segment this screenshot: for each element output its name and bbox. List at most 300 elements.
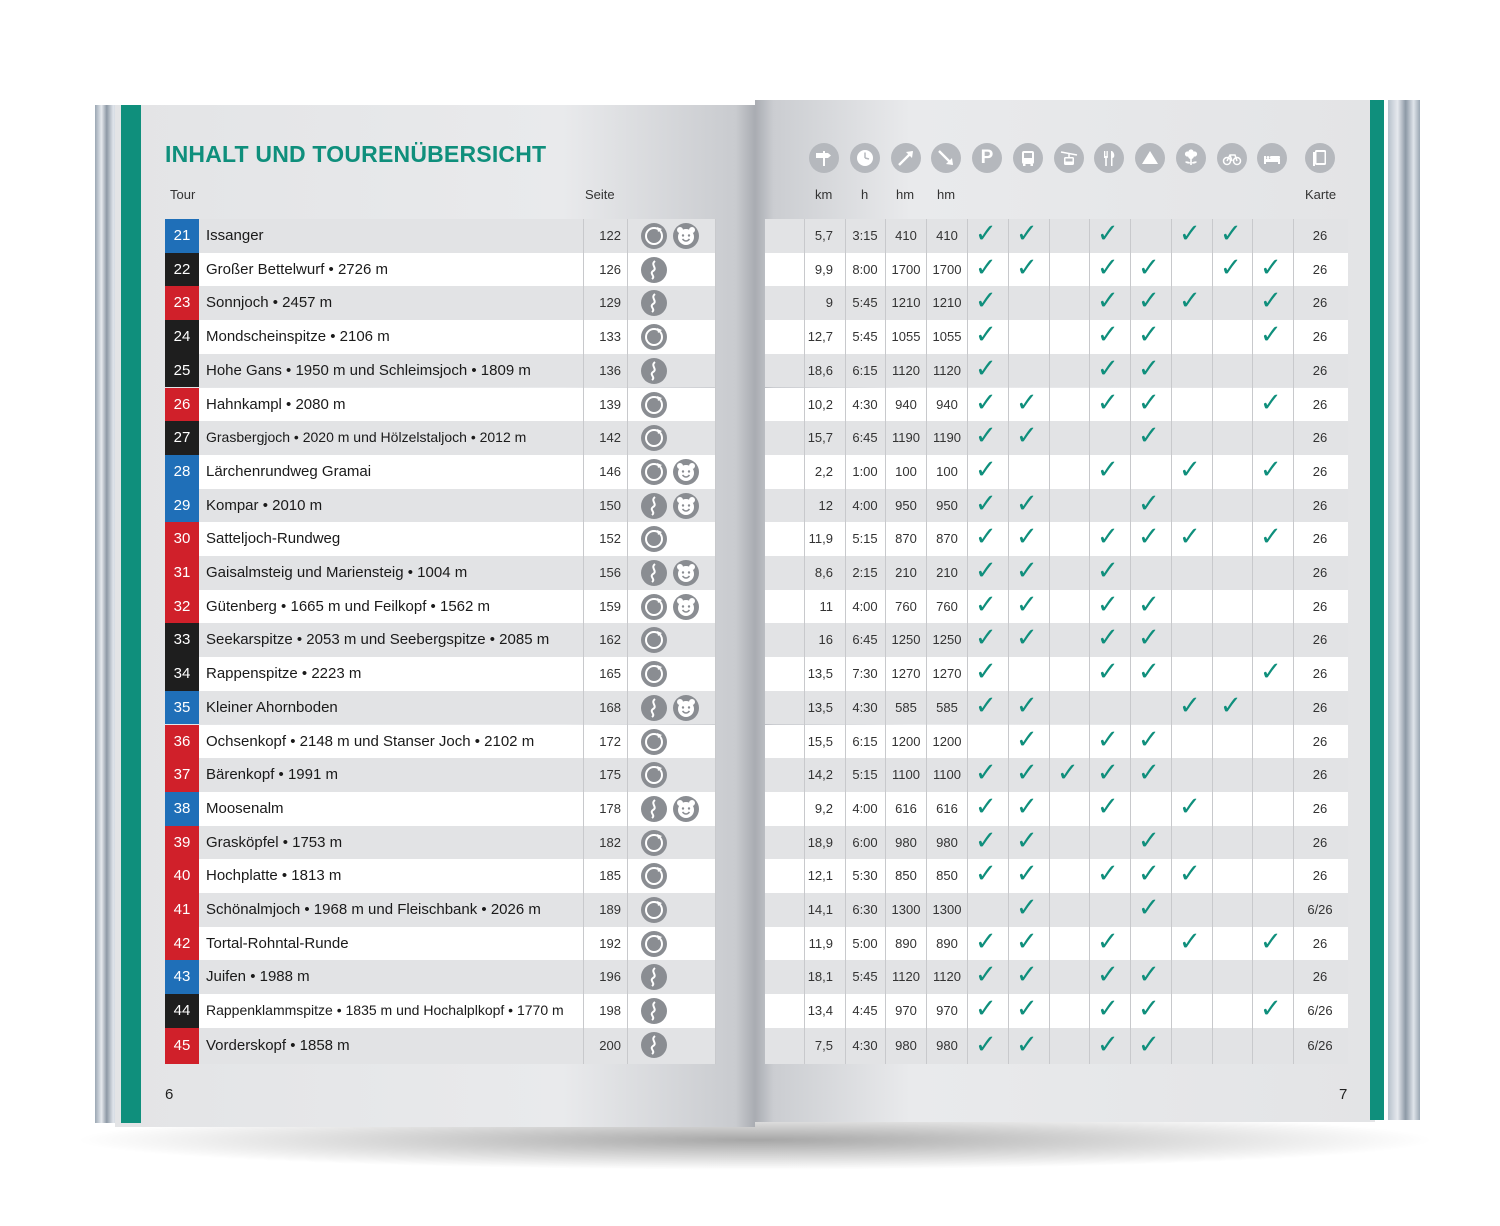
tour-km: 11,9: [808, 531, 833, 547]
tour-hours: 5:30: [852, 868, 878, 884]
tour-descent: 1210: [932, 295, 962, 311]
tour-number: 22: [165, 253, 199, 287]
tour-name: Grasköpfel • 1753 m: [206, 833, 343, 851]
tour-number: 31: [165, 556, 199, 590]
header-km: km: [815, 187, 833, 202]
descent-icon: [931, 143, 961, 173]
tour-karte: 26: [1312, 800, 1328, 816]
green-margin-left: [121, 105, 141, 1123]
tour-name: Hohe Gans • 1950 m und Schleimsjoch • 1809 m: [206, 361, 531, 379]
flower-icon: [1176, 143, 1206, 173]
tour-karte: 26: [1312, 362, 1328, 378]
tour-name: Hahnkampl • 2080 m: [206, 395, 346, 413]
check-icon: ✓: [1097, 623, 1119, 654]
check-icon: ✓: [1016, 488, 1038, 519]
route-path-icon: [641, 964, 667, 990]
kids-icon: [673, 560, 699, 586]
check-icon: ✓: [1016, 926, 1038, 957]
tour-ascent: 1700: [891, 261, 921, 277]
grid-line: [1089, 219, 1090, 1064]
tour-km: 8,6: [814, 565, 833, 580]
tour-number: 43: [165, 960, 199, 994]
tour-km: 12: [818, 497, 833, 513]
tour-descent: 585: [936, 699, 958, 715]
tour-ascent: 410: [895, 228, 917, 243]
tour-name: Satteljoch-Rundweg: [206, 530, 341, 548]
check-icon: ✓: [1097, 589, 1119, 620]
grid-line: [1008, 219, 1009, 1064]
check-icon: ✓: [1138, 1029, 1160, 1060]
check-icon: ✓: [1097, 758, 1119, 789]
check-icon: ✓: [1016, 1029, 1038, 1060]
kids-icon: [673, 796, 699, 822]
loop-route-icon: [641, 627, 667, 653]
tour-ascent: 1210: [891, 295, 921, 311]
check-icon: ✓: [1097, 387, 1119, 418]
check-icon: ✓: [1097, 1029, 1119, 1060]
tour-page: 185: [599, 868, 621, 884]
tour-ascent: 616: [895, 800, 917, 816]
tour-km: 2,2: [814, 463, 833, 479]
tour-km: 15,5: [807, 733, 833, 749]
check-icon: ✓: [1179, 219, 1201, 249]
tour-karte: 6/26: [1307, 1003, 1333, 1019]
tour-ascent: 1120: [892, 969, 920, 985]
tour-number: 23: [165, 286, 199, 320]
tour-km: 9: [825, 295, 833, 311]
check-icon: ✓: [975, 320, 997, 351]
check-icon: ✓: [1097, 724, 1119, 755]
check-icon: ✓: [1138, 623, 1160, 654]
loop-route-icon: [641, 863, 667, 889]
check-icon: ✓: [1097, 286, 1119, 317]
tour-km: 14,2: [807, 767, 833, 783]
tour-page: 152: [599, 531, 621, 547]
tour-hours: 4:30: [852, 699, 878, 715]
page-title: INHALT UND TOURENÜBERSICHT: [165, 141, 547, 167]
tour-number: 39: [165, 826, 199, 860]
check-icon: ✓: [1179, 926, 1201, 957]
loop-route-icon: [641, 931, 667, 957]
tour-name: Lärchenrundweg Gramai: [206, 462, 372, 480]
tour-hours: 6:45: [852, 632, 878, 648]
check-icon: ✓: [1097, 219, 1119, 249]
check-icon: ✓: [1138, 286, 1160, 317]
check-icon: ✓: [975, 556, 997, 586]
tour-ascent: 585: [895, 699, 917, 715]
check-icon: ✓: [1138, 893, 1160, 923]
check-icon: ✓: [975, 589, 997, 620]
check-icon: ✓: [1138, 589, 1160, 620]
page-number-left: 6: [165, 1086, 174, 1103]
tour-hours: 2:15: [852, 565, 878, 580]
loop-route-icon: [641, 526, 667, 552]
check-icon: ✓: [975, 825, 997, 856]
tour-page: 196: [599, 969, 621, 985]
tour-descent: 1270: [932, 666, 962, 682]
tour-descent: 980: [936, 834, 958, 850]
tour-name: Mondscheinspitze • 2106 m: [206, 328, 390, 346]
tour-name: Hochplatte • 1813 m: [206, 867, 342, 885]
tour-number: 38: [165, 792, 199, 826]
kids-icon: [673, 695, 699, 721]
tour-karte: 26: [1312, 935, 1328, 951]
tour-name: Juifen • 1988 m: [206, 968, 310, 986]
check-icon: ✓: [1260, 252, 1282, 283]
check-icon: ✓: [1179, 454, 1201, 485]
check-icon: ✓: [975, 286, 997, 317]
kids-icon: [673, 493, 699, 519]
check-icon: ✓: [1016, 724, 1038, 755]
tour-descent: 410: [936, 228, 958, 243]
tour-ascent: 950: [895, 497, 917, 513]
tour-page: 182: [599, 834, 621, 850]
tour-name: Gütenberg • 1665 m und Feilkopf • 1562 m: [206, 597, 491, 615]
grid-line: [1252, 219, 1253, 1064]
check-icon: ✓: [1016, 219, 1038, 249]
tour-km: 9,2: [814, 800, 833, 816]
check-icon: ✓: [1179, 286, 1201, 317]
tour-ascent: 1270: [891, 666, 921, 682]
tour-karte: 26: [1312, 430, 1328, 446]
tour-karte: 26: [1312, 699, 1328, 715]
route-path-icon: [641, 257, 667, 283]
tour-page: 162: [599, 632, 621, 648]
tour-km: 18,6: [807, 362, 833, 378]
check-icon: ✓: [1138, 657, 1160, 688]
loop-route-icon: [641, 223, 667, 249]
tour-ascent: 1190: [892, 430, 920, 446]
header-karte: Karte: [1305, 187, 1337, 202]
tour-number: 45: [165, 1028, 199, 1064]
tour-hours: 5:15: [852, 767, 878, 783]
restaurant-icon: [1094, 143, 1124, 173]
tour-number: 34: [165, 657, 199, 691]
tour-km: 9,9: [814, 261, 833, 277]
check-icon: ✓: [1138, 994, 1160, 1025]
tour-descent: 616: [936, 800, 958, 816]
tour-km: 11,9: [808, 935, 833, 951]
tour-descent: 100: [936, 463, 958, 479]
check-icon: ✓: [1260, 286, 1282, 317]
tour-number: 33: [165, 623, 199, 657]
grid-line: [627, 219, 628, 1064]
check-icon: ✓: [975, 252, 997, 283]
tour-number: 32: [165, 590, 199, 624]
check-icon: ✓: [1016, 994, 1038, 1025]
check-icon: ✓: [1260, 522, 1282, 553]
tour-karte: 26: [1312, 733, 1328, 749]
check-icon: ✓: [1260, 994, 1282, 1025]
tour-name: Grasbergjoch • 2020 m und Hölzelstaljoch • 2012 m: [206, 429, 527, 446]
check-icon: ✓: [1179, 859, 1201, 890]
check-icon: ✓: [975, 219, 997, 249]
tour-name: Bärenkopf • 1991 m: [206, 766, 338, 784]
tour-karte: 26: [1312, 261, 1328, 277]
bed-icon: [1257, 143, 1287, 173]
check-icon: ✓: [975, 353, 997, 384]
tour-page: 136: [599, 362, 621, 378]
check-icon: ✓: [975, 758, 997, 789]
tour-hours: 6:30: [852, 902, 878, 917]
tour-number: 36: [165, 725, 199, 759]
tour-name: Moosenalm: [206, 799, 284, 817]
tour-ascent: 970: [895, 1003, 917, 1019]
tour-descent: 970: [936, 1003, 958, 1019]
check-icon: ✓: [1138, 825, 1160, 856]
tour-page: 189: [599, 902, 621, 917]
grid-line: [715, 219, 716, 1064]
check-icon: ✓: [1097, 320, 1119, 351]
tour-km: 12,7: [807, 329, 833, 345]
tour-descent: 210: [936, 565, 958, 580]
loop-route-icon: [641, 830, 667, 856]
tour-ascent: 1300: [891, 902, 921, 917]
tour-ascent: 980: [895, 1037, 917, 1053]
tour-page: 178: [599, 800, 621, 816]
tour-hours: 4:00: [852, 598, 878, 614]
tour-descent: 1250: [932, 632, 962, 648]
tour-ascent: 1100: [892, 767, 920, 783]
check-icon: ✓: [1138, 522, 1160, 553]
tour-name: Großer Bettelwurf • 2726 m: [206, 260, 388, 278]
bus-icon: [1013, 143, 1043, 173]
check-icon: ✓: [1097, 556, 1119, 586]
tour-descent: 980: [936, 1037, 958, 1053]
check-icon: ✓: [1220, 219, 1242, 249]
map-icon: [1305, 143, 1335, 173]
route-path-icon: [641, 796, 667, 822]
check-icon: ✓: [1179, 522, 1201, 553]
tour-name: Gaisalmsteig und Mariensteig • 1004 m: [206, 564, 468, 581]
grid-line: [845, 219, 846, 1064]
tour-ascent: 940: [895, 396, 917, 412]
check-icon: ✓: [1260, 454, 1282, 485]
check-icon: ✓: [1057, 758, 1079, 789]
tour-hours: 8:00: [852, 261, 878, 277]
check-icon: ✓: [1016, 825, 1038, 856]
tour-page: 175: [599, 767, 621, 783]
tour-hours: 4:45: [852, 1003, 878, 1019]
check-icon: ✓: [1138, 320, 1160, 351]
tour-hours: 6:15: [852, 733, 878, 749]
grid-line: [1293, 219, 1294, 1064]
tour-page: 139: [599, 396, 621, 412]
tour-ascent: 1120: [892, 362, 920, 378]
tour-ascent: 1200: [891, 733, 921, 749]
check-icon: ✓: [975, 1029, 997, 1060]
tour-name: Seekarspitze • 2053 m und Seebergspitze • 2085 m: [206, 631, 550, 649]
tour-km: 13,5: [807, 666, 833, 682]
tour-km: 12,1: [807, 868, 833, 884]
clock-icon: [850, 143, 880, 173]
tour-ascent: 1055: [891, 329, 921, 345]
check-icon: ✓: [975, 926, 997, 957]
tour-km: 13,4: [807, 1003, 833, 1019]
check-icon: ✓: [1097, 454, 1119, 485]
tour-karte: 26: [1312, 497, 1328, 513]
tour-number: 25: [165, 354, 199, 388]
tour-hours: 5:45: [852, 295, 878, 311]
tour-ascent: 870: [895, 531, 917, 547]
check-icon: ✓: [975, 859, 997, 890]
tour-number: 42: [165, 927, 199, 961]
check-icon: ✓: [975, 454, 997, 485]
tour-hours: 3:15: [852, 228, 878, 243]
tour-descent: 1300: [932, 902, 962, 917]
tour-hours: 4:30: [852, 1037, 878, 1053]
route-path-icon: [641, 493, 667, 519]
check-icon: ✓: [1097, 657, 1119, 688]
tour-karte: 26: [1312, 834, 1328, 850]
grid-line: [583, 219, 584, 1064]
tour-page: 168: [599, 699, 621, 715]
grid-line: [804, 219, 805, 1064]
tour-karte: 26: [1312, 329, 1328, 345]
cable-car-icon: [1054, 143, 1084, 173]
tour-page: 198: [599, 1003, 621, 1019]
tour-ascent: 980: [895, 834, 917, 850]
check-icon: ✓: [1260, 320, 1282, 351]
tour-page: 142: [599, 430, 621, 446]
check-icon: ✓: [1097, 252, 1119, 283]
check-icon: ✓: [1097, 859, 1119, 890]
route-path-icon: [641, 560, 667, 586]
tour-hours: 5:45: [852, 329, 878, 345]
loop-route-icon: [641, 729, 667, 755]
loop-route-icon: [641, 661, 667, 687]
tour-page: 126: [599, 261, 621, 277]
tour-km: 7,5: [814, 1037, 833, 1053]
tour-number: 21: [165, 219, 199, 253]
header-hm-down: hm: [937, 187, 956, 202]
tour-name: Kompar • 2010 m: [206, 496, 323, 514]
page-edges-right: [1388, 100, 1420, 1120]
bicycle-icon: [1217, 143, 1247, 173]
check-icon: ✓: [1138, 859, 1160, 890]
check-icon: ✓: [1016, 690, 1038, 721]
tour-hours: 6:15: [852, 362, 878, 378]
check-icon: ✓: [975, 657, 997, 688]
tour-descent: 890: [936, 935, 958, 951]
tour-name: Rappenklammspitze • 1835 m und Hochalplkopf • 1770 m: [206, 1002, 564, 1019]
tour-number: 29: [165, 489, 199, 523]
tour-karte: 26: [1312, 295, 1328, 311]
check-icon: ✓: [1138, 252, 1160, 283]
tour-name: Schönalmjoch • 1968 m und Fleischbank • 2026 m: [206, 901, 541, 918]
kids-icon: [673, 223, 699, 249]
route-path-icon: [641, 695, 667, 721]
check-icon: ✓: [975, 994, 997, 1025]
tour-descent: 1700: [932, 261, 962, 277]
tour-karte: 26: [1312, 228, 1328, 243]
route-path-icon: [641, 358, 667, 384]
tour-name: Rappenspitze • 2223 m: [206, 665, 362, 683]
check-icon: ✓: [1016, 960, 1038, 991]
tour-number: 28: [165, 455, 199, 489]
tour-hours: 4:30: [852, 396, 878, 412]
loop-route-icon: [641, 324, 667, 350]
tour-number: 40: [165, 859, 199, 893]
tour-number: 41: [165, 893, 199, 927]
check-icon: ✓: [1016, 893, 1038, 923]
check-icon: ✓: [1097, 960, 1119, 991]
check-icon: ✓: [1016, 589, 1038, 620]
tour-name: Kleiner Ahornboden: [206, 698, 338, 716]
tour-km: 15,7: [807, 430, 833, 446]
check-icon: ✓: [1260, 657, 1282, 688]
tour-karte: 26: [1312, 598, 1328, 614]
check-icon: ✓: [975, 522, 997, 553]
tour-hours: 6:00: [852, 834, 878, 850]
grid-line: [1049, 219, 1050, 1064]
tour-ascent: 850: [895, 868, 917, 884]
tour-page: 133: [599, 329, 621, 345]
tour-km: 14,1: [807, 902, 833, 917]
tour-km: 18,9: [807, 834, 833, 850]
tour-descent: 940: [936, 396, 958, 412]
tour-descent: 1190: [933, 430, 961, 446]
tour-hours: 1:00: [852, 463, 878, 479]
header-h: h: [861, 187, 869, 202]
tour-name: Issanger: [206, 227, 264, 244]
check-icon: ✓: [1016, 556, 1038, 586]
check-icon: ✓: [975, 960, 997, 991]
check-icon: ✓: [1138, 758, 1160, 789]
check-icon: ✓: [1138, 724, 1160, 755]
check-icon: ✓: [1097, 353, 1119, 384]
route-path-icon: [641, 1032, 667, 1058]
check-icon: ✓: [1260, 926, 1282, 957]
tour-number: 24: [165, 320, 199, 354]
tour-page: 159: [599, 598, 621, 614]
kids-icon: [673, 459, 699, 485]
check-icon: ✓: [1179, 690, 1201, 721]
route-path-icon: [641, 998, 667, 1024]
check-icon: ✓: [1016, 421, 1038, 452]
hut-icon: [1135, 143, 1165, 173]
tour-km: 11: [819, 598, 833, 614]
check-icon: ✓: [975, 421, 997, 452]
check-icon: ✓: [975, 488, 997, 519]
tour-page: 150: [599, 497, 621, 513]
tour-karte: 6/26: [1307, 1037, 1333, 1053]
tour-number: 27: [165, 421, 199, 455]
tour-page: 172: [599, 733, 621, 749]
tour-karte: 26: [1312, 767, 1328, 783]
grid-line: [1212, 219, 1213, 1064]
tour-page: 129: [599, 295, 621, 311]
tour-hours: 5:00: [852, 935, 878, 951]
check-icon: ✓: [1016, 859, 1038, 890]
header-tour: Tour: [170, 187, 196, 202]
tour-descent: 950: [936, 497, 958, 513]
tour-name: Ochsenkopf • 2148 m und Stanser Joch • 2102 m: [206, 732, 535, 750]
loop-route-icon: [641, 594, 667, 620]
tour-name: Sonnjoch • 2457 m: [206, 294, 333, 312]
tour-hours: 4:00: [852, 800, 878, 816]
check-icon: ✓: [1016, 522, 1038, 553]
arrow-marker-icon: [121, 143, 130, 161]
tour-hours: 5:45: [852, 969, 878, 985]
tour-descent: 850: [936, 868, 958, 884]
loop-route-icon: [641, 392, 667, 418]
grid-line: [926, 219, 927, 1064]
tour-number: 26: [165, 388, 199, 422]
check-icon: ✓: [1179, 791, 1201, 822]
grid-line: [885, 219, 886, 1064]
ascent-icon: [891, 143, 921, 173]
